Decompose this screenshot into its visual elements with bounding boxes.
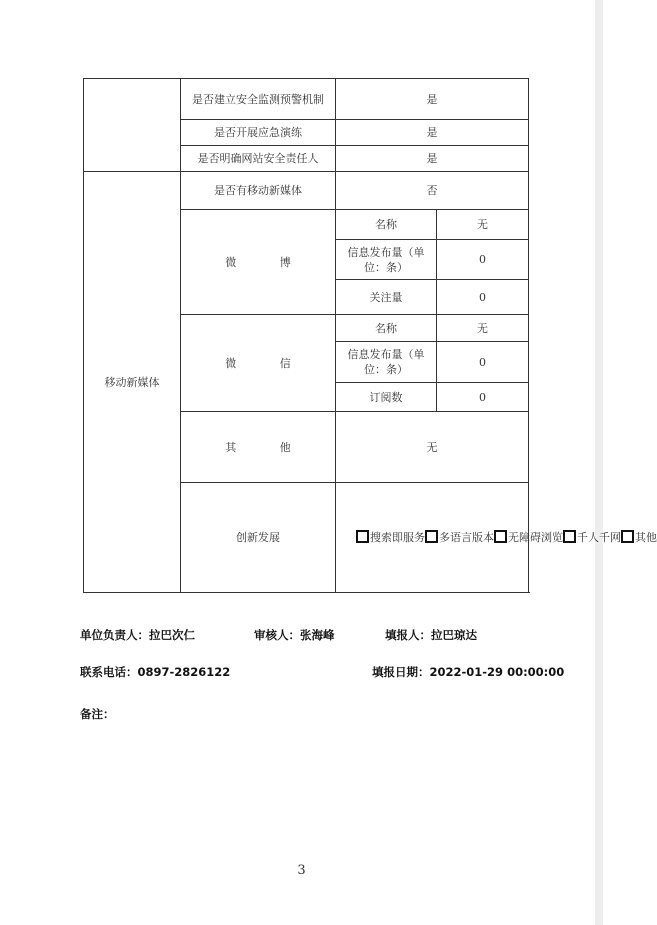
weibo-label: 微 博: [181, 210, 336, 315]
table-row: [84, 79, 529, 120]
weixin-sub-value: 0: [437, 383, 529, 412]
checkbox-icon: [621, 530, 634, 543]
innovation-label: 创新发展: [181, 483, 336, 593]
page-number: 3: [297, 863, 306, 878]
has-mobile-value: 否: [336, 172, 529, 210]
innovation-options: [336, 483, 657, 593]
option-label: 千人千网: [577, 531, 621, 544]
weibo-name-value: 无: [437, 210, 529, 240]
fill-date: 填报日期：2022-01-29 00:00:00: [372, 665, 565, 679]
option-label: 多语言版本: [439, 531, 494, 544]
other-value: 无: [336, 412, 529, 483]
page-edge-shadow: [595, 0, 603, 925]
checkbox-icon: [425, 530, 438, 543]
option-label: 搜索即服务: [370, 531, 425, 544]
weibo-posts-label: 信息发布量（单位：条）: [336, 240, 437, 280]
weibo-follow-label: 关注量: [336, 280, 437, 315]
weibo-follow-value: 0: [437, 280, 529, 315]
blank-cell: [84, 79, 181, 172]
weibo-name-label: 名称: [336, 210, 437, 240]
option-label: 其他: [635, 531, 657, 544]
note-label: 备注：: [80, 707, 115, 721]
weixin-name-label: 名称: [336, 315, 437, 342]
monitoring-value: 是: [336, 79, 529, 120]
reviewer: 审核人：张海峰: [254, 628, 335, 642]
weibo-posts-value: 0: [437, 240, 529, 280]
report-table: [83, 78, 657, 593]
unit-leader: 单位负责人：拉巴次仁: [80, 628, 195, 642]
weixin-sub-label: 订阅数: [336, 383, 437, 412]
responsible-value: 是: [336, 146, 529, 172]
weixin-posts-label: 信息发布量（单位：条）: [336, 342, 437, 383]
mobile-media-label: 移动新媒体: [84, 172, 181, 593]
filler: 填报人：拉巴琼达: [385, 628, 477, 642]
responsible-label: 是否明确网站安全责任人: [181, 146, 336, 172]
checkbox-icon: [494, 530, 507, 543]
drill-label: 是否开展应急演练: [181, 120, 336, 146]
weixin-label: 微 信: [181, 315, 336, 412]
drill-value: 是: [336, 120, 529, 146]
checkbox-icon: [563, 530, 576, 543]
option-label: 无障碍浏览: [508, 531, 563, 544]
other-label: 其 他: [181, 412, 336, 483]
table-row: [84, 172, 529, 210]
has-mobile-label: 是否有移动新媒体: [181, 172, 336, 210]
weixin-name-value: 无: [437, 315, 529, 342]
monitoring-label: 是否建立安全监测预警机制: [181, 79, 336, 120]
contact-phone: 联系电话：0897-2826122: [80, 665, 231, 679]
weixin-posts-value: 0: [437, 342, 529, 383]
checkbox-icon: [356, 530, 369, 543]
